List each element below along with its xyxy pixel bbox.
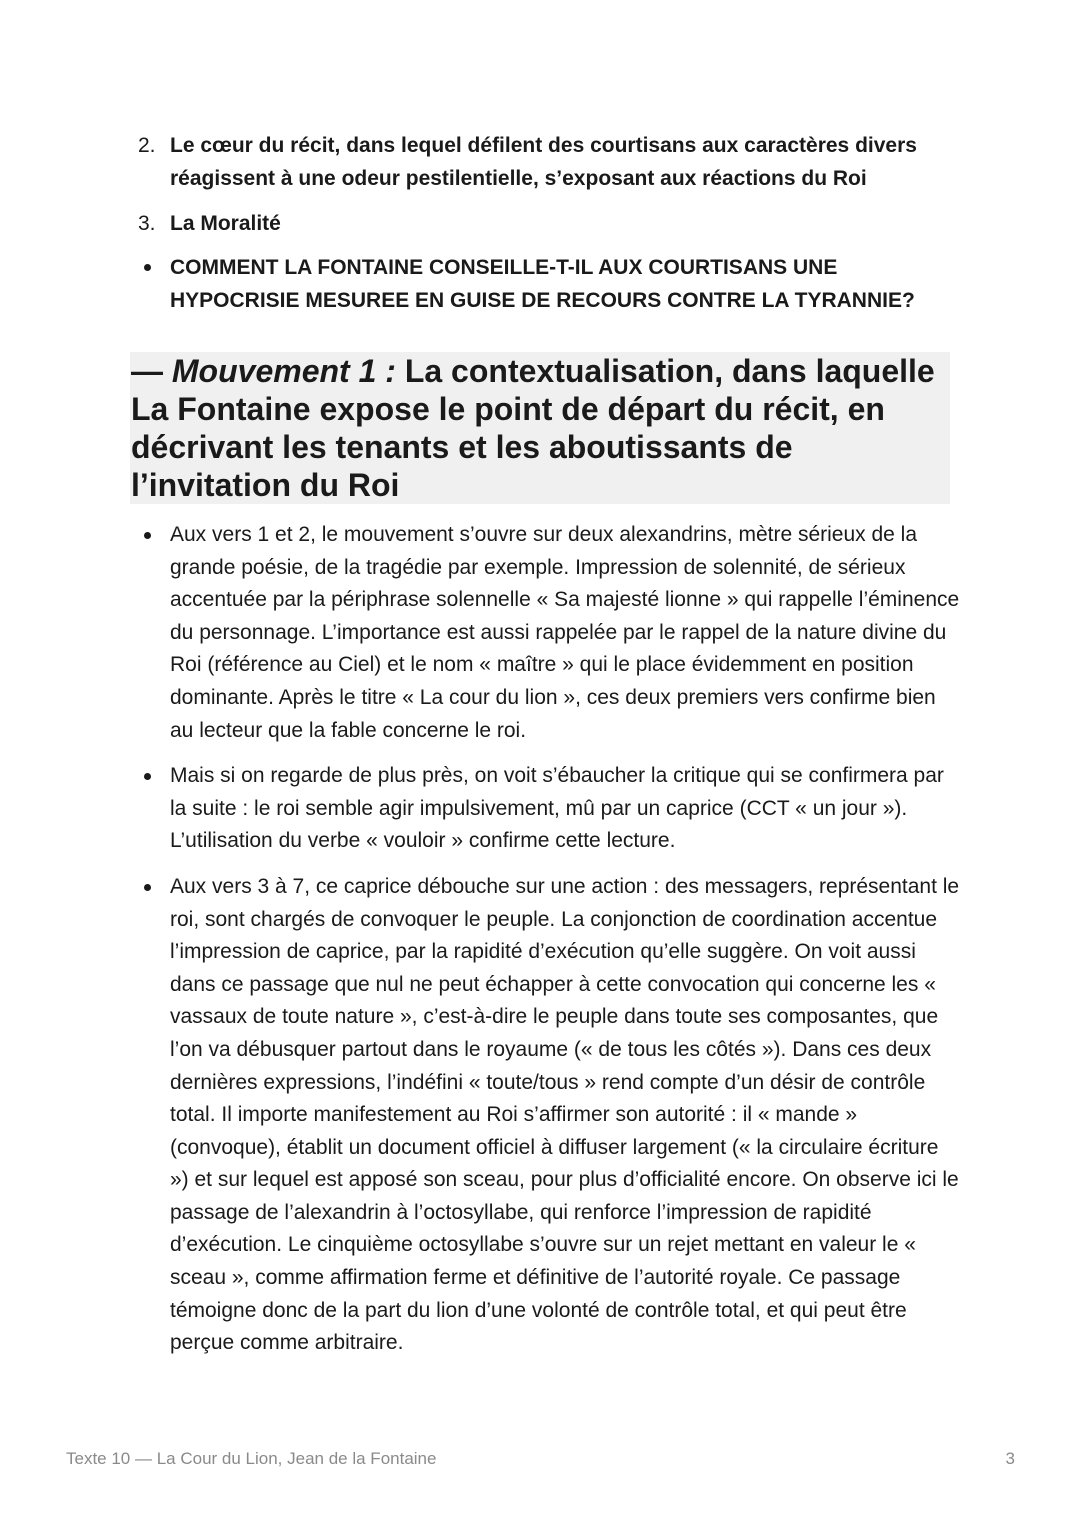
movement-label: Mouvement 1 : bbox=[171, 353, 396, 389]
analysis-paragraph bbox=[130, 871, 960, 1360]
outline-item-text: Le cœur du récit, dans lequel défilent des courtisans aux caractères divers réagissent à une odeur pestilentielle, s’exposant aux réactions du Roi bbox=[170, 134, 917, 190]
bullet-icon bbox=[144, 532, 151, 539]
bullet-icon bbox=[144, 264, 151, 271]
heading-title: La contextualisation, dans laquelle La Fontaine expose le point de départ du récit, en décrivant les tenants et les aboutissants de l’invitation du Roi bbox=[131, 353, 935, 503]
analysis-list bbox=[130, 519, 960, 1360]
paragraph-text: Aux vers 3 à 7, ce caprice débouche sur une action : des messagers, représentant le roi, sont chargés de convoquer le peuple. La conjonction de coordination accentue l’impression de caprice, par la rapidité d’exécution qu’elle suggère. On voit aussi dans ce passage que nul ne peut échapper à cette convocation qui concerne les « vassaux de toute nature », c’est-à-dire le peuple dans toute ses composantes, que l’on va débusquer partout dans le royaume (« de tous les côtés »). Dans ces deux dernières expressions, l’indéfini « toute/tous » rend compte d’un désir de contrôle total. Il importe manifestement au Roi s’affirmer son autorité : il « mande » (convoque), établit un document officiel à diffuser largement (« la circulaire écriture ») et sur lequel est apposé son sceau, pour plus d’officialité encore. On observe ici le passage de l’alexandrin à l’octosyllabe, qui renforce l’impression de rapidité d’exécution. Le cinquième octosyllabe s’ouvre sur un rejet mettant en valeur le « sceau », comme affirmation ferme et définitive de l’autorité royale. Ce passage témoigne donc de la part du lion d’une volonté de contrôle total, et qui peut être perçue comme arbitraire. bbox=[170, 874, 960, 1355]
problematic-question bbox=[130, 251, 960, 317]
bullet-icon bbox=[144, 884, 151, 891]
outline-item-text: La Moralité bbox=[170, 212, 281, 235]
paragraph-text: Mais si on regarde de plus près, on voit s’ébaucher la critique qui se confirmera par la suite : le roi semble agir impulsivement, mû par un caprice (CCT « un jour »). L’utilisation du verbe « vouloir » confirme cette lecture. bbox=[170, 764, 944, 853]
footer-title: Texte 10 — La Cour du Lion, Jean de la Fontaine bbox=[66, 1449, 437, 1468]
question-text: COMMENT LA FONTAINE CONSEILLE-T-IL AUX COURTISANS UNE HYPOCRISIE MESUREE EN GUISE DE RECOURS CONTRE LA TYRANNIE? bbox=[170, 256, 915, 312]
outline-item-number: 3. bbox=[138, 212, 156, 235]
page-number: 3 bbox=[1005, 1449, 1015, 1468]
outline-list bbox=[130, 129, 960, 317]
paragraph-text: Aux vers 1 et 2, le mouvement s’ouvre sur deux alexandrins, mètre sérieux de la grande poésie, de la tragédie par exemple. Impression de solennité, de sérieux accentuée par la périphrase solennelle « Sa majesté lionne » qui rappelle l’éminence du personnage. L’importance est aussi rappelée par le rappel de la nature divine du Roi (référence au Ciel) et le nom « maître » qui le place évidemment en position dominante. Après le titre « La cour du lion », ces deux premiers vers confirme bien au lecteur que la fable concerne le roi. bbox=[170, 523, 960, 742]
section-heading bbox=[131, 352, 951, 504]
analysis-paragraph bbox=[130, 519, 960, 747]
heading-dash: — bbox=[131, 353, 172, 389]
analysis-paragraph bbox=[130, 760, 960, 858]
outline-item bbox=[130, 207, 960, 240]
outline-item bbox=[130, 129, 960, 195]
bullet-icon bbox=[144, 773, 151, 780]
outline-item-number: 2. bbox=[138, 134, 156, 157]
